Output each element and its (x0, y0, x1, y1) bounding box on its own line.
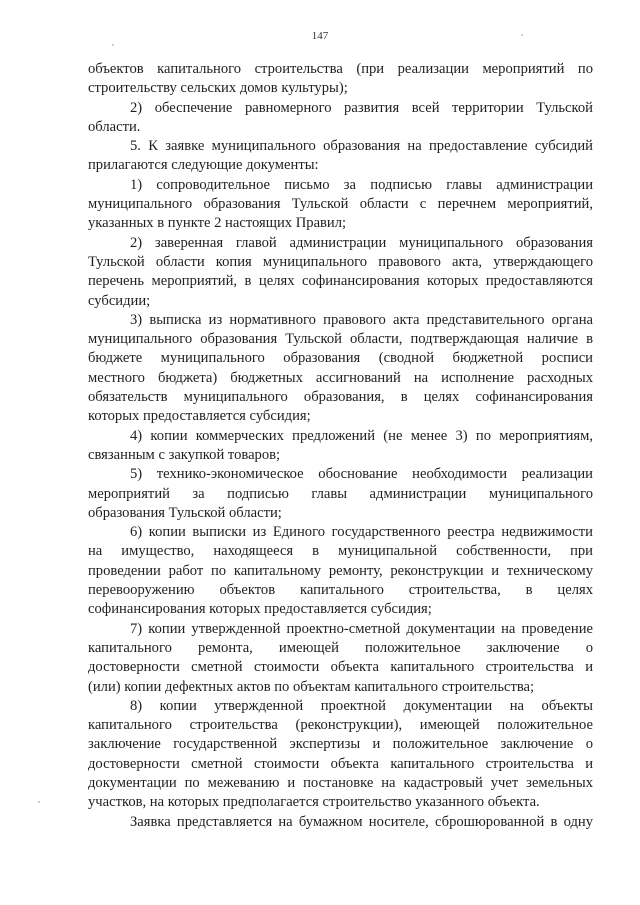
text-line: образования Тульской области; (88, 504, 282, 521)
page-number: 147 (311, 30, 329, 42)
document-body (88, 60, 593, 832)
text-line: 4) копии коммерческих предложений (не менее 3) по мероприятиям, (130, 427, 593, 444)
text-line: достоверности сметной стоимости объекта капитального строительства и (88, 755, 593, 772)
scan-speck (38, 801, 40, 803)
text-line: перевооружению объектов капитального строительства, в целях (88, 582, 593, 599)
text-line: капитального ремонта, имеющей положительное заключение о (88, 639, 593, 656)
text-line: области. (88, 118, 141, 135)
text-line: 1) сопроводительное письмо за подписью главы администрации (130, 176, 593, 193)
text-line: мероприятий за подписью главы администрации муниципального (88, 485, 593, 502)
text-line: указанных в пункте 2 настоящих Правил; (88, 215, 347, 232)
text-line: связанным с закупкой товаров; (88, 446, 281, 463)
text-line: 2) заверенная главой администрации муниципального образования (130, 234, 593, 251)
text-line: проведении работ по капитальному ремонту, реконструкции и техническому (88, 562, 593, 579)
text-line: (или) копии дефектных актов по объектам капитального строительства; (88, 678, 535, 695)
text-line: бюджете муниципального образования (сводной бюджетной росписи (88, 350, 593, 367)
text-line: 5) технико-экономическое обоснование необходимости реализации (130, 466, 593, 483)
text-line: 6) копии выписки из Единого государственного реестра недвижимости (130, 524, 593, 541)
text-line: муниципального образования Тульской области с перечнем мероприятий, (88, 196, 593, 213)
text-line: обязательств муниципального образования, в целях софинансирования (88, 389, 593, 406)
scan-speck (521, 34, 523, 36)
text-line: капитального строительства (реконструкции), имеющей положительное (88, 717, 593, 734)
text-line: муниципального образования Тульской области, подтверждающая наличие в (88, 331, 593, 348)
scan-speck (112, 44, 114, 46)
text-line: на имущество, находящееся в муниципальной собственности, при (88, 543, 593, 560)
text-line: Заявка представляется на бумажном носителе, сброшюрованной в одну (130, 813, 593, 830)
text-line: местного бюджета) бюджетных ассигнований на исполнение расходных (88, 369, 593, 386)
text-line: объектов капитального строительства (при реализации мероприятий по (88, 61, 593, 77)
text-line: софинансирования которых предоставляется субсидия; (88, 601, 432, 618)
text-line: строительству сельских домов культуры); (88, 80, 348, 97)
text-line: 8) копии утвержденной проектной документации на объекты (130, 697, 593, 714)
text-line: Тульской области копия муниципального правового акта, утверждающего (88, 253, 593, 270)
text-line: 3) выписка из нормативного правового акта представительного органа (130, 311, 593, 328)
text-line: прилагаются следующие документы: (88, 157, 319, 174)
text-line: участков, на которых предполагается строительство указанного объекта. (88, 794, 540, 811)
text-line: 7) копии утвержденной проектно-сметной документации на проведение (130, 620, 593, 637)
text-line: 2) обеспечение равномерного развития всей территории Тульской (130, 99, 593, 116)
text-line: заключение государственной экспертизы и положительное заключение о (88, 736, 593, 753)
text-line: достоверности сметной стоимости объекта капитального строительства и (88, 659, 593, 676)
text-line: документации по межеванию и постановке на кадастровый учет земельных (88, 774, 593, 791)
text-line: которых предоставляется субсидия; (88, 408, 311, 425)
text-line: перечень мероприятий, в целях софинансирования которых предоставляются (88, 273, 593, 290)
text-line: 5. К заявке муниципального образования на предоставление субсидий (130, 138, 593, 155)
text-line: субсидии; (88, 292, 151, 309)
